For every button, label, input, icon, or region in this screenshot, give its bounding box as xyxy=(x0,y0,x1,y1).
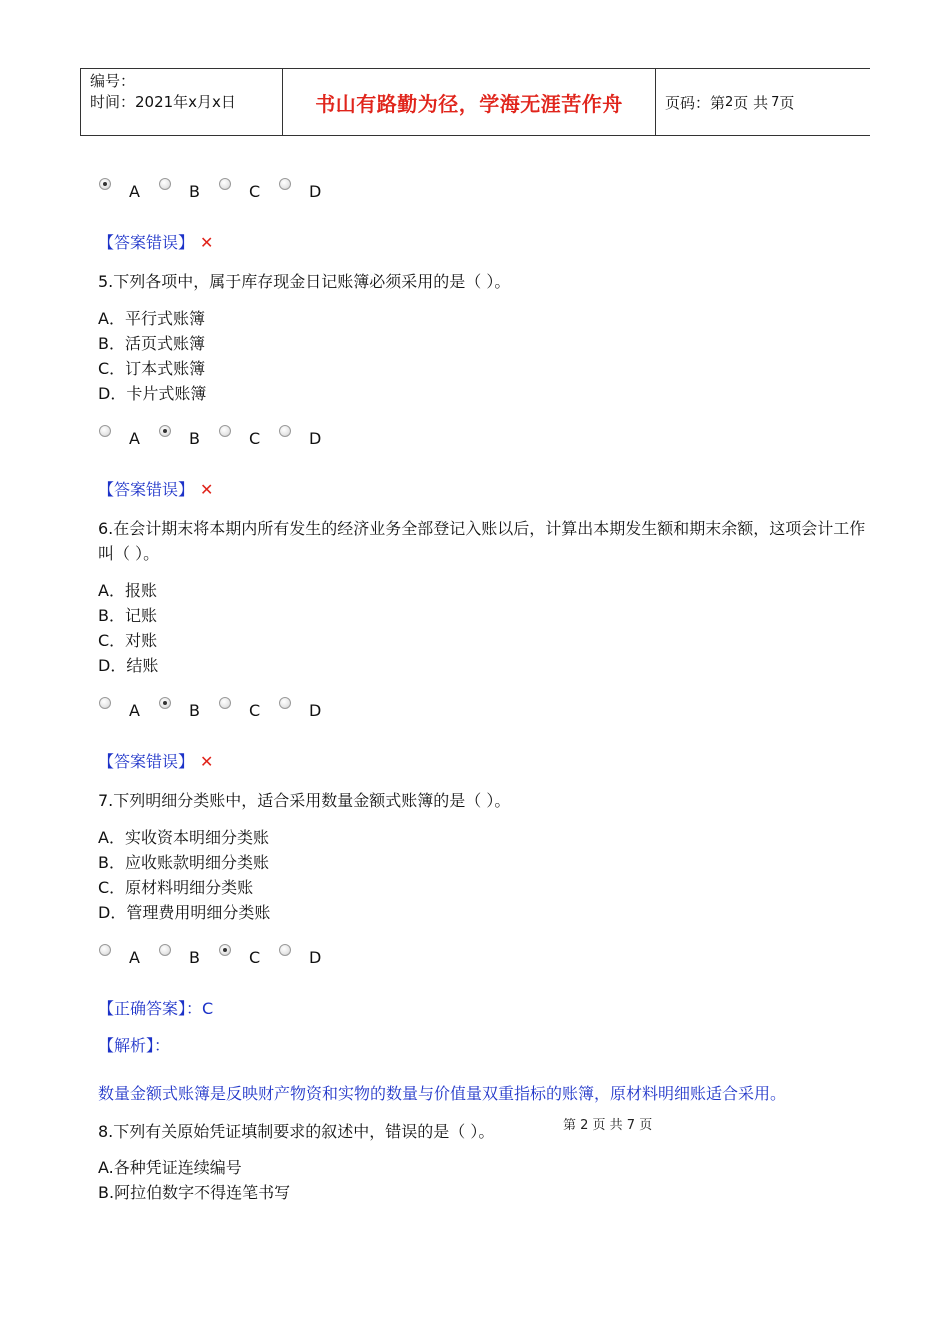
choice-item: B．活页式账簿 xyxy=(98,334,205,353)
choice-item: C．对账 xyxy=(98,631,158,650)
wrong-icon: ✕ xyxy=(200,233,214,252)
question-6-text: 6.在会计期末将本期内所有发生的经济业务全部登记入账以后，计算出本期发生额和期末余额，这项会计工作叫（ ）。 xyxy=(98,519,866,563)
choice-item: C．订本式账簿 xyxy=(98,359,206,378)
radio-option-c[interactable]: C xyxy=(219,425,279,447)
radio-option-d[interactable]: D xyxy=(279,178,339,200)
radio-button[interactable] xyxy=(159,178,171,190)
radio-button[interactable] xyxy=(279,697,291,709)
choice-item: D．管理费用明细分类账 xyxy=(98,903,271,922)
radio-button[interactable] xyxy=(99,425,111,437)
radio-option-b[interactable]: B xyxy=(159,178,219,200)
radio-option-b[interactable]: B xyxy=(159,697,219,719)
radio-button[interactable] xyxy=(99,944,111,956)
radio-option-a[interactable]: A xyxy=(99,697,159,719)
radio-button[interactable] xyxy=(279,178,291,190)
question-7-text: 7.下列明细分类账中，适合采用数量金额式账簿的是（ ）。 xyxy=(98,791,511,810)
analysis-label: 【解析】： xyxy=(98,1036,171,1055)
question-7-choices xyxy=(98,825,270,925)
radio-button[interactable] xyxy=(219,944,231,956)
choice-item: C．原材料明细分类账 xyxy=(98,878,254,897)
choice-item: D．卡片式账簿 xyxy=(98,384,207,403)
question-5-text: 5.下列各项中，属于库存现金日记账簿必须采用的是（ ）。 xyxy=(98,272,511,291)
question-8-text: 8.下列有关原始凭证填制要求的叙述中，错误的是（ ）。 xyxy=(98,1122,495,1141)
motto: 书山有路勤为径，学海无涯苦作舟 xyxy=(283,69,656,135)
radio-option-b[interactable]: B xyxy=(159,944,219,966)
page-indicator xyxy=(656,69,870,135)
document-header xyxy=(80,68,870,136)
answer-radio-group-q7 xyxy=(99,942,339,966)
radio-option-c[interactable]: C xyxy=(219,178,279,200)
radio-option-a[interactable]: A xyxy=(99,425,159,447)
number-label: 编号： xyxy=(90,72,136,90)
radio-button[interactable] xyxy=(219,425,231,437)
radio-button[interactable] xyxy=(159,944,171,956)
wrong-icon: ✕ xyxy=(200,480,214,499)
radio-option-d[interactable]: D xyxy=(279,944,339,966)
choice-item: B．应收账款明细分类账 xyxy=(98,853,269,872)
choice-item: A．平行式账簿 xyxy=(98,309,205,328)
radio-option-a[interactable]: A xyxy=(99,944,159,966)
choice-item: B.阿拉伯数字不得连笔书写 xyxy=(98,1183,291,1202)
page-current: 2 xyxy=(725,94,734,110)
time-label: 时间：2021年x月x日 xyxy=(90,93,236,111)
answer-radio-group-q6 xyxy=(99,695,339,719)
radio-option-c[interactable]: C xyxy=(219,697,279,719)
page-mid: 页 共 xyxy=(733,93,769,112)
radio-button[interactable] xyxy=(99,178,111,190)
header-meta xyxy=(81,69,283,135)
page-total: 7 xyxy=(771,94,780,110)
correct-answer: 【正确答案】：C xyxy=(98,999,214,1018)
answer-feedback: 【答案错误】 ✕ xyxy=(98,233,214,252)
radio-button[interactable] xyxy=(159,697,171,709)
radio-button[interactable] xyxy=(219,178,231,190)
radio-option-a[interactable]: A xyxy=(99,178,159,200)
page-footer: 第 2 页 共 7 页 xyxy=(563,1118,653,1133)
radio-button[interactable] xyxy=(219,697,231,709)
question-6-choices xyxy=(98,578,158,678)
analysis-text: 数量金额式账簿是反映财产物资和实物的数量与价值量双重指标的账簿，原材料明细账适合采用。 xyxy=(98,1084,787,1103)
choice-item: A.各种凭证连续编号 xyxy=(98,1158,242,1177)
radio-button[interactable] xyxy=(99,697,111,709)
question-8-choices xyxy=(98,1155,290,1205)
question-5-choices xyxy=(98,306,206,406)
choice-item: D．结账 xyxy=(98,656,159,675)
wrong-icon: ✕ xyxy=(200,752,214,771)
answer-radio-group-prev xyxy=(99,176,339,200)
radio-option-d[interactable]: D xyxy=(279,697,339,719)
page-suffix: 页 xyxy=(779,93,795,112)
page-prefix: 页码：第 xyxy=(665,93,726,112)
answer-feedback: 【答案错误】 ✕ xyxy=(98,752,214,771)
radio-option-c[interactable]: C xyxy=(219,944,279,966)
answer-feedback: 【答案错误】 ✕ xyxy=(98,480,214,499)
radio-button[interactable] xyxy=(159,425,171,437)
radio-button[interactable] xyxy=(279,944,291,956)
choice-item: A．报账 xyxy=(98,581,157,600)
radio-button[interactable] xyxy=(279,425,291,437)
radio-option-b[interactable]: B xyxy=(159,425,219,447)
choice-item: A．实收资本明细分类账 xyxy=(98,828,269,847)
answer-radio-group-q5 xyxy=(99,423,339,447)
radio-option-d[interactable]: D xyxy=(279,425,339,447)
choice-item: B．记账 xyxy=(98,606,157,625)
